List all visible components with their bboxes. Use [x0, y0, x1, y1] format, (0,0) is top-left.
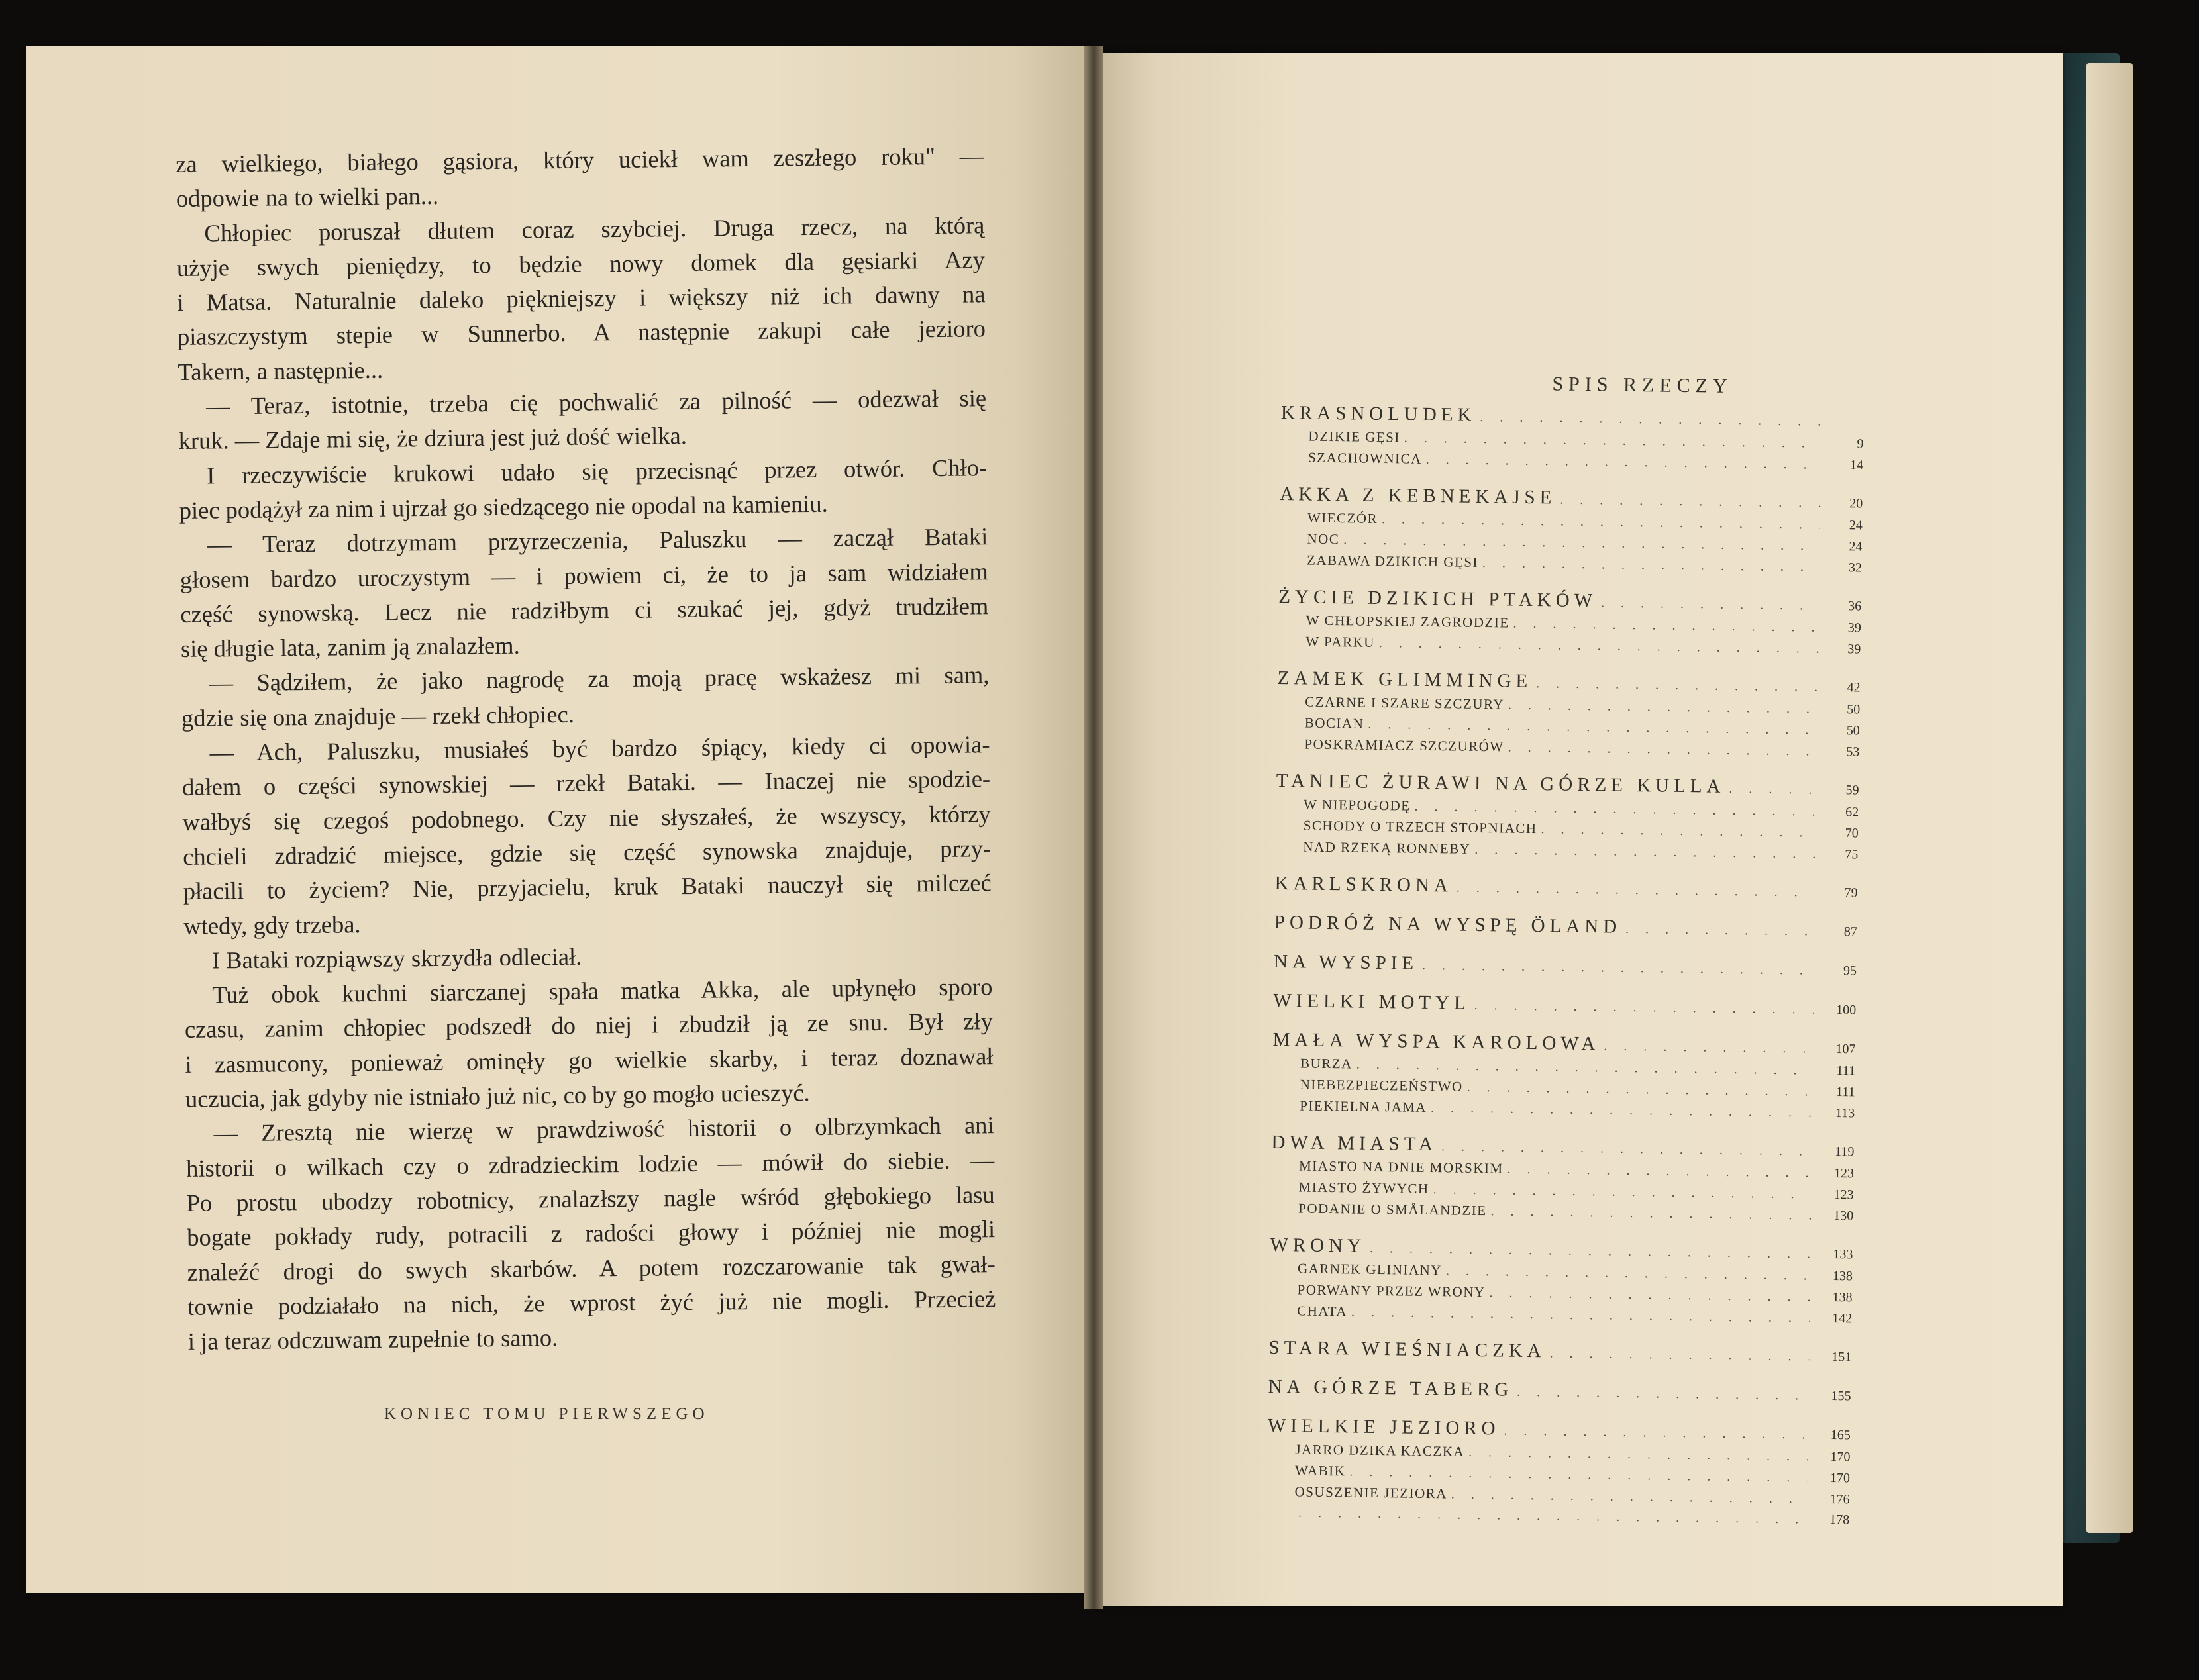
toc-leader-dots: [1549, 1341, 1809, 1369]
toc-entry-title: SCHODY O TRZECH STOPNIACH: [1303, 817, 1537, 837]
toc-page-number: 138: [1832, 1290, 1853, 1305]
toc-entry-title: JARRO DZIKA KACZKA: [1295, 1441, 1465, 1459]
text-line: piaszczystym stepie w Sunnerbo. A następnie zakupi całe jezioro: [177, 315, 986, 351]
text-line: wałbyś się czegoś podobnego. Czy nie słyszałeś, że wszyscy, którzy: [182, 799, 991, 836]
toc-entry-title: CZARNE I SZARE SZCZURY: [1305, 693, 1505, 713]
text-line: dałem o części synowskiej — rzekł Bataki. — Inaczej nie spodzie-: [181, 765, 991, 801]
toc-page-number: 176: [1829, 1491, 1850, 1507]
toc-page-number: 178: [1829, 1512, 1850, 1528]
toc-title: SPIS RZECZY: [1552, 373, 1733, 397]
toc-entry-title: ŻYCIE DZIKICH PTAKÓW: [1278, 585, 1598, 612]
toc-entry-title: NAD RZEKĄ RONNEBY: [1303, 838, 1471, 857]
toc-page-number: 50: [1847, 702, 1861, 717]
text-line: townie podziałało na nich, że wprost żyć już nie mogli. Przecież: [187, 1284, 996, 1320]
toc-entry-title: WRONY: [1270, 1234, 1366, 1257]
text-line: — Ach, Paluszku, musiałeś być bardzo śpiący, kiedy ci opowia-: [209, 730, 990, 766]
toc-leader-dots: [1474, 993, 1814, 1022]
toc-entry-title: STARA WIEŚNIACZKA: [1268, 1336, 1546, 1362]
toc-leader-dots: [1508, 737, 1817, 762]
toc-page-number: 123: [1833, 1187, 1854, 1203]
toc-page-number: 113: [1835, 1106, 1855, 1121]
toc-leader-dots: [1729, 777, 1817, 803]
toc-entry-title: WIECZÓR: [1307, 509, 1378, 526]
text-line: — Teraz, istotnie, trzeba cię pochwalić za pilność — odezwał się: [205, 384, 987, 420]
toc-page-number: 138: [1832, 1269, 1853, 1284]
toc-entry-title: PODRÓŻ NA WYSPĘ ÖLAND: [1274, 911, 1622, 938]
text-line: za wielkiego, białego gąsiora, który uciekł wam zeszłego roku" —: [176, 142, 984, 177]
left-page-text: [176, 138, 996, 1359]
toc-entry-title: WIELKI MOTYL: [1273, 989, 1470, 1014]
toc-page-number: 107: [1835, 1042, 1856, 1057]
text-line: i Matsa. Naturalnie daleko piękniejszy i większy niż ich dawny na: [177, 280, 986, 317]
toc-page-number: 32: [1848, 560, 1863, 575]
text-line: Po prostu ubodzy robotnicy, znalazłszy nagle wśród głębokiego lasu: [186, 1181, 995, 1216]
toc-page-number: 165: [1830, 1427, 1851, 1443]
toc-page-number: 50: [1846, 723, 1860, 738]
toc-page-number: 20: [1849, 496, 1863, 511]
table-of-contents: [1266, 361, 1865, 1530]
toc-page-number: 130: [1833, 1209, 1854, 1224]
toc-leader-dots: [1490, 1201, 1811, 1226]
toc-leader-dots: [1625, 917, 1815, 944]
toc-leader-dots: [1422, 954, 1814, 983]
end-of-volume-note: KONIEC TOMU PIERWSZEGO: [384, 1405, 709, 1423]
toc-entry-title: WABIK: [1294, 1462, 1346, 1479]
text-line: — Teraz dotrzymam przyrzeczenia, Paluszku — zaczął Bataki: [207, 522, 988, 558]
text-line: odpowie na to wielki pan...: [176, 182, 439, 213]
toc-page-number: 95: [1843, 964, 1857, 979]
text-line: historii o wilkach czy o zdradzieckim lodzie — mówił do siebie. —: [185, 1146, 995, 1182]
toc-entry-title: TANIEC ŻURAWI NA GÓRZE KULLA: [1276, 769, 1725, 797]
toc-page-number: 142: [1831, 1311, 1853, 1326]
toc-page-number: 59: [1845, 783, 1859, 798]
toc-page-number: 151: [1831, 1349, 1852, 1365]
toc-page-number: 170: [1830, 1449, 1851, 1465]
toc-entry-title: NA GÓRZE TABERG: [1268, 1375, 1513, 1401]
toc-page-number: 100: [1836, 1003, 1857, 1018]
text-line: bogate pokłady rudy, potracili z radości głowy i później nie mogli: [187, 1215, 996, 1252]
toc-entry-title: NIEBEZPIECZEŃSTWO: [1300, 1076, 1463, 1095]
toc-page-number: 170: [1829, 1470, 1851, 1486]
toc-entry-title: DZIKIE GĘSI: [1308, 428, 1401, 446]
text-line: Chłopiec poruszał dłutem coraz szybciej. Druga rzecz, na którą: [204, 211, 985, 247]
text-line: chcieli zdradzić miejsce, gdzie się część synowska znajduje, przy-: [183, 834, 992, 870]
text-line: wtedy, gdy trzeba.: [183, 910, 361, 940]
toc-page-number: 36: [1848, 599, 1862, 614]
text-line: I Bataki rozpiąwszy skrzydła odleciał.: [211, 942, 582, 974]
toc-page-number: 111: [1835, 1085, 1855, 1100]
toc-entry-title: W CHŁOPSKIEJ ZAGRODZIE: [1305, 612, 1509, 631]
text-line: kruk. — Zdaje mi się, że dziura jest już dość wielka.: [178, 422, 688, 455]
toc-entry-title: MIASTO ŻYWYCH: [1298, 1179, 1429, 1197]
toc-entry-title: OSUSZENIE JEZIORA: [1294, 1483, 1448, 1502]
text-line: czasu, zanim chłopiec podszedł do niej i zbudził ją ze snu. Był zły: [184, 1007, 994, 1044]
toc-page-number: 133: [1833, 1247, 1853, 1262]
toc-entry-title: POSKRAMIACZ SZCZURÓW: [1304, 736, 1504, 755]
toc-entry-title: W PARKU: [1305, 633, 1376, 650]
text-line: Takern, a następnie...: [178, 356, 384, 385]
toc-entry-title: AKKA Z KEBNEKAJSE: [1280, 483, 1557, 509]
toc-entry-title: CHATA: [1297, 1303, 1348, 1320]
text-line: — Zresztą nie wierzę w prawdziwość historii o olbrzymkach ani: [213, 1111, 994, 1147]
toc-entry-title: ZAMEK GLIMMINGE: [1277, 667, 1533, 692]
toc-entry-title: GARNEK GLINIANY: [1297, 1260, 1443, 1279]
toc-page-number: 111: [1836, 1063, 1856, 1079]
toc-page-number: 53: [1846, 744, 1860, 760]
toc-entry-title: KARLSKRONA: [1274, 872, 1453, 897]
text-line: się długie lata, zanim ją znalazłem.: [180, 631, 520, 663]
toc-page-number: 155: [1831, 1388, 1851, 1404]
text-line: uczucia, jak gdyby nie istniało już nic, co by go mogło ucieszyć.: [185, 1079, 810, 1112]
toc-entry-title: BURZA: [1300, 1055, 1353, 1072]
toc-page-number: 14: [1849, 458, 1864, 473]
toc-leader-dots: [1457, 876, 1815, 905]
toc-entry-title: NA WYSPIE: [1273, 950, 1419, 974]
toc-entry-title: W NIEPOGODĘ: [1304, 796, 1411, 814]
toc-leader-dots: [1474, 839, 1815, 865]
text-line: piec podążył za nim i ujrzał go siedzącego nie opodal na kamieniu.: [179, 489, 828, 524]
cover-paper-strip: [2086, 63, 2133, 1533]
toc-page-number: 62: [1845, 805, 1859, 820]
book-gutter: [1084, 46, 1103, 1609]
toc-page-number: 119: [1835, 1144, 1855, 1160]
toc-entry-title: PODANIE O SMÅLANDZIE: [1298, 1200, 1487, 1219]
text-line: i ja teraz odczuwam zupełnie to samo.: [187, 1324, 558, 1355]
text-line: gdzie się ona znajduje — rzekł chłopiec.: [181, 700, 575, 732]
toc-page-number: 24: [1849, 518, 1863, 533]
text-line: I rzeczywiście krukowi udało się przecisnąć przez otwór. Chło-: [206, 453, 988, 489]
toc-leader-dots: [1517, 1380, 1809, 1408]
toc-leader-dots: [1482, 552, 1819, 578]
text-line: znaleźć drogi do swych skarbów. A potem rozczarowanie tak gwał-: [187, 1250, 996, 1286]
toc-entry-title: KRASNOLUDEK: [1280, 401, 1476, 426]
toc-page-number: 39: [1847, 642, 1861, 657]
text-line: część synowską. Lecz nie radziłbym ci szukać jej, gdyż trudziłem: [180, 592, 989, 628]
text-line: użyje swych pieniędzy, to będzie nowy domek dla gęsiarki Azy: [176, 246, 986, 281]
toc-page-number: 79: [1844, 885, 1858, 901]
toc-entry-title: ZABAWA DZIKICH GĘSI: [1306, 552, 1479, 570]
toc-page-number: 39: [1847, 620, 1861, 636]
toc-page-number: 75: [1845, 847, 1859, 862]
toc-entry-title: MIASTO NA DNIE MORSKIM: [1298, 1158, 1504, 1177]
toc-page-number: 24: [1849, 539, 1863, 554]
toc-entry-title: WIELKIE JEZIORO: [1267, 1414, 1500, 1440]
text-line: głosem bardzo uroczystym — i powiem ci, że to ja sam widziałem: [179, 557, 988, 593]
toc-entry-title: MAŁA WYSPA KAROLOWA: [1272, 1028, 1600, 1055]
toc-page-number: 87: [1843, 924, 1857, 940]
text-line: i zasmucony, ponieważ ominęły go wielkie skarby, i teraz doznawał: [185, 1042, 994, 1078]
toc-entry-title: BOCIAN: [1304, 715, 1364, 732]
toc-entry-title: PORWANY PRZEZ WRONY: [1297, 1281, 1486, 1301]
text-line: płacili to życiem? Nie, przyjacielu, kruk Bataki nauczył się milczeć: [183, 869, 992, 905]
toc-entry-title: PIEKIELNA JAMA: [1300, 1097, 1427, 1115]
toc-page-number: 42: [1847, 680, 1861, 695]
toc-entry-title: DWA MIASTA: [1271, 1131, 1438, 1156]
toc-page-number: 9: [1857, 436, 1864, 452]
text-line: — Sądziłem, że jako nagrodę za moją pracę wskażesz mi sam,: [209, 661, 990, 697]
toc-page-number: 70: [1845, 826, 1859, 841]
text-line: Tuż obok kuchni siarczanej spała matka Akka, ale upłynęło sporo: [212, 973, 993, 1009]
toc-entry-title: NOC: [1307, 530, 1340, 548]
toc-entry-title: SZACHOWNICA: [1307, 449, 1422, 467]
toc-page-number: 123: [1833, 1166, 1855, 1181]
